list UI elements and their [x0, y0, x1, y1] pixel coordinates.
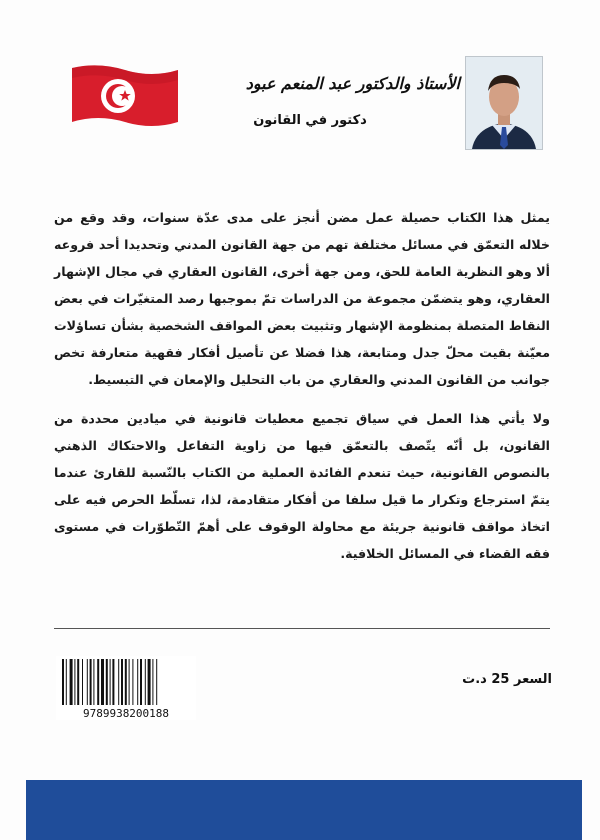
author-photo [465, 56, 543, 150]
isbn-number: 9789938200188 [82, 707, 170, 720]
tunisia-flag-image [68, 60, 182, 134]
price-label: السعر 25 د.ت [462, 672, 552, 687]
blurb-paragraph-2: ولا يأتي هذا العمل في سياق تجميع معطيات قانونية في ميادين محددة من القانون، بل أنّه يتّصف بالتعمّق فيها من زاوية التفاعل والاحتكاك الذهني بالنصوص القانونية، حيث تنعدم الفائدة العملية من الكتاب بالنّسبة للقارئ عندما يتمّ استرجاع وتكرار ما قيل سلفا من أفكار متقادمة، لذا، تسلّط الحرص فيه على اتخاذ مواقف قانونية جريئة مع محاولة الوقوف على أهمّ التّطوّرات في مستوى فقه القضاء في المسائل الخلافية. [54, 411, 550, 561]
author-name: الأستاذ والدكتور عبد المنعم عبود [245, 74, 460, 93]
isbn-barcode [56, 656, 196, 720]
back-cover-blurb [54, 204, 550, 579]
blurb-paragraph-1: يمثل هذا الكتاب حصيلة عمل مضن أنجز على مدى عدّة سنوات، وقد وقع من خلاله التعمّق في مسائل مختلفة تهم من جهة القانون المدني وتحديدا أحد فروعه ألا وهو النظرية العامة للحق، ومن جهة أخرى، القانون العقاري في مجال الإشهار العقاري، وهو يتضمّن مجموعة من الدراسات تمّ بموجبها رصد المتغيّرات في بعض النقاط المتصلة بمنظومة الإشهار وتثبيت بعض المواقف الشخصية بشأن تساؤلات معيّنة بقيت محلّ جدل ومتابعة، هذا فضلا عن تأصيل أفكار فقهية متعارفة تخص جوانب من القانون المدني والعقاري من باب التحليل والإمعان في التبسيط. [54, 210, 550, 387]
footer-color-band [26, 780, 582, 840]
divider-line [54, 628, 550, 629]
author-title: دكتور في القانون [253, 113, 367, 128]
